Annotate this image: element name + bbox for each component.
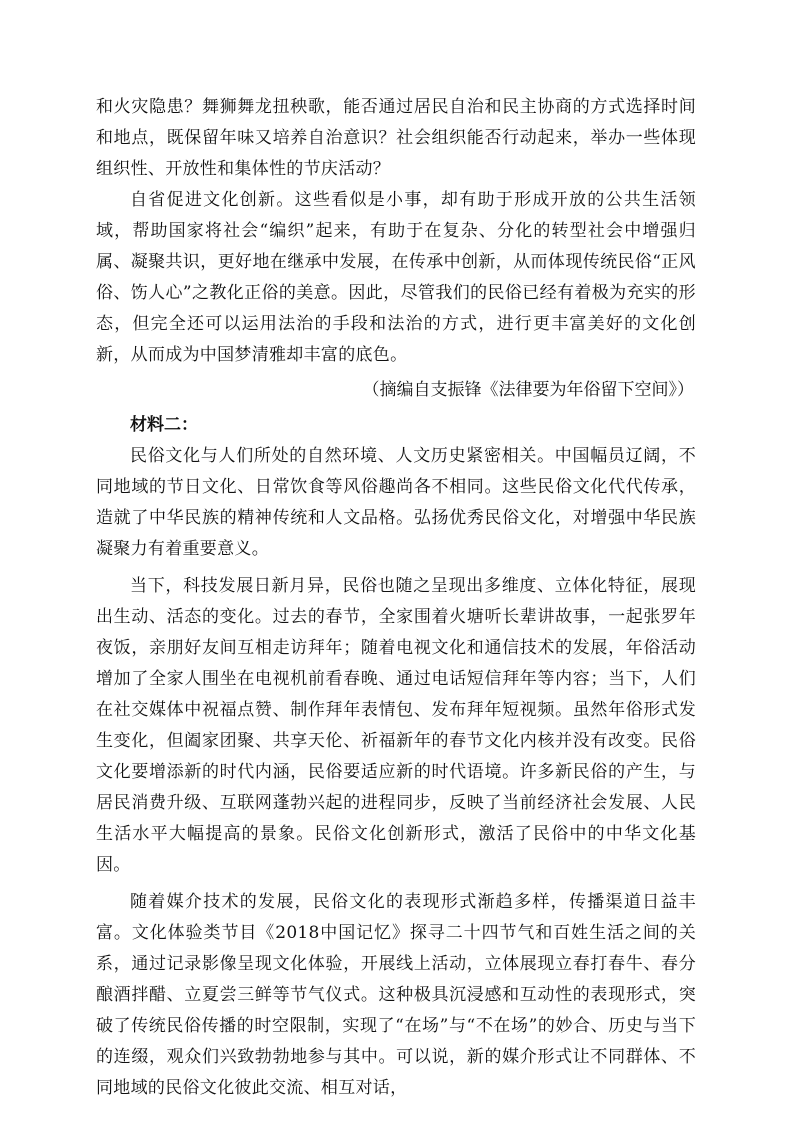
material-two-heading: 材料二： <box>130 415 198 435</box>
paragraph-continuation: 和火灾隐患？舞狮舞龙扭秧歌，能否通过居民自治和民主协商的方式选择时间和地点，既保留年味又培养自治意识？社会组织能否行动起来，举办一些体现组织性、开放性和集体性的节庆活动？ <box>96 97 696 179</box>
paragraph-folk-culture: 民俗文化与人们所处的自然环境、人文历史紧密相关。中国幅员辽阔，不同地域的节日文化、日常饮食等风俗趣尚各不相同。这些民俗文化代代传承，造就了中华民族的精神传统和人文品格。弘扬优秀民俗文化，对增强中华民族凝聚力有着重要意义。 <box>96 446 696 559</box>
document-page <box>96 92 696 1104</box>
source-citation: （摘编自支振锋《法律要为年俗留下空间》） <box>362 380 694 400</box>
paragraph-technology-change: 当下，科技发展日新月异，民俗也随之呈现出多维度、立体化特征，展现出生动、活态的变化。过去的春节，全家围着火塘听长辈讲故事，一起张罗年夜饭，亲朋好友间互相走访拜年；随着电视文化和通信技术的发展，年俗活动增加了全家人围坐在电视机前看春晚、通过电话短信拜年等内容；当下，人们在社交媒体中祝福点赞、制作拜年表情包、发布拜年短视频。虽然年俗形式发生变化，但阖家团聚、共享天伦、祈福新年的春节文化内核并没有改变。民俗文化要增添新的时代内涵，民俗要适应新的时代语境。许多新民俗的产生，与居民消费升级、互联网蓬勃兴起的进程同步，反映了当前经济社会发展、人民生活水平大幅提高的景象。民俗文化创新形式，激活了民俗中的中华文化基因。 <box>96 576 696 875</box>
paragraph-cultural-innovation: 自省促进文化创新。这些看似是小事，却有助于形成开放的公共生活领域，帮助国家将社会“编织”起来，有助于在复杂、分化的转型社会中增强归属、凝聚共识，更好地在继承中发展，在传承中创新，从而体现传统民俗“正风俗、饬人心”之教化正俗的美意。因此，尽管我们的民俗已经有着极为充实的形态，但完全还可以运用法治的手段和法治的方式，进行更丰富美好的文化创新，从而成为中国梦清雅却丰富的底色。 <box>96 190 696 365</box>
paragraph-media-technology: 随着媒介技术的发展，民俗文化的表现形式渐趋多样，传播渠道日益丰富。文化体验类节目《2018中国记忆》探寻二十四节气和百姓生活之间的关系，通过记录影像呈现文化体验，开展线上活动，立体展现立春打春牛、春分酿酒拌醋、立夏尝三鲜等节气仪式。这种极具沉浸感和互动性的表现形式，突破了传统民俗传播的时空限制，实现了“在场”与“不在场”的妙合、历史与当下的连缀，观众们兴致勃勃地参与其中。可以说，新的媒介形式让不同群体、不同地域的民俗文化彼此交流、相互对话， <box>96 892 696 1098</box>
